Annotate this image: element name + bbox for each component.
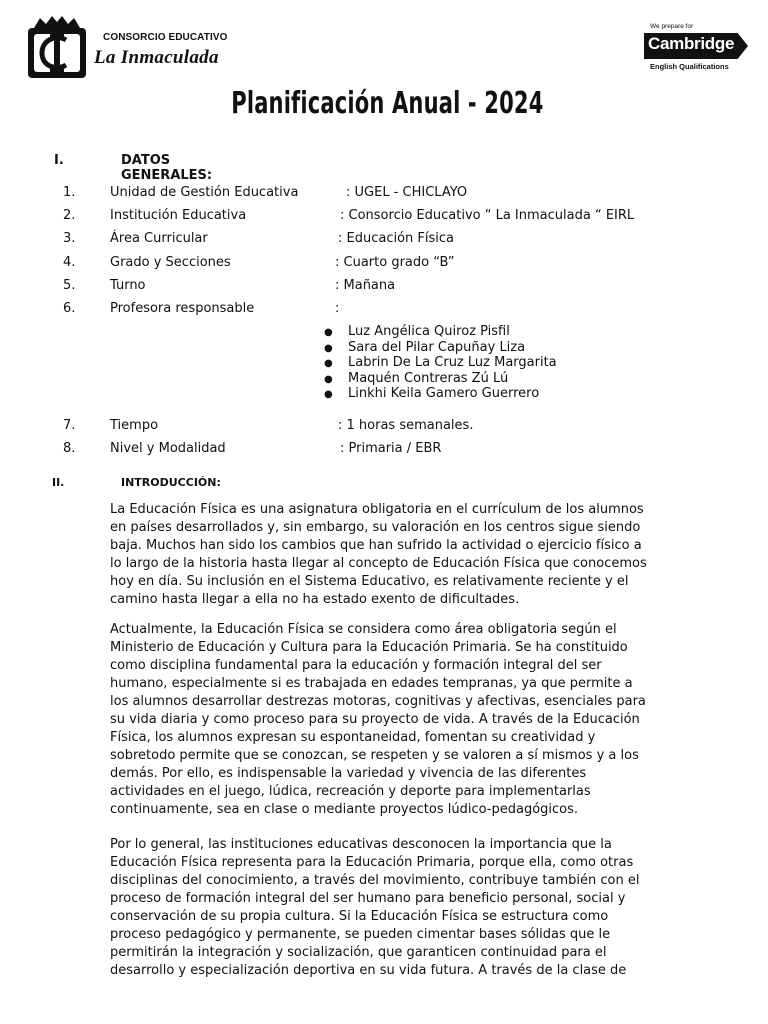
paragraph-line: Física, los alumnos expresan su espontaneidad, fomentan su creatividad y	[110, 730, 596, 745]
general-data-row	[0, 255, 768, 273]
general-data-row	[0, 301, 768, 319]
paragraph-line: proceso pedagógico y permanente, se pueden cimentar bases sólidas que le	[110, 927, 611, 942]
general-data-row	[0, 231, 768, 249]
paragraph-line: desarrollo y especialización deportiva en su vida futura. A través de la clase de	[110, 963, 627, 978]
row-value: : Educación Física	[338, 231, 455, 246]
paragraph-line: Por lo general, las instituciones educativas desconocen la importancia que la	[110, 837, 612, 852]
row-label: Turno	[110, 278, 146, 293]
teacher-list-item	[324, 355, 557, 371]
row-value: : Primaria / EBR	[340, 441, 442, 456]
row-number: 5.	[63, 278, 76, 293]
teacher-list-item	[324, 324, 557, 340]
row-number: 7.	[63, 418, 76, 433]
bullet-icon: ●	[324, 327, 333, 338]
school-crest-logo	[26, 14, 88, 80]
row-label: Nivel y Modalidad	[110, 441, 226, 456]
row-number: 8.	[63, 441, 76, 456]
row-value: : Mañana	[335, 278, 396, 293]
paragraph-line: continuamente, sea en clase o mediante proyectos lúdico-pedagógicos.	[110, 802, 579, 817]
general-data-row	[0, 278, 768, 296]
paragraph-line: como disciplina fundamental para la educación y formación integral del ser	[110, 658, 602, 673]
row-label: Grado y Secciones	[110, 255, 231, 270]
row-label: Área Curricular	[110, 231, 208, 246]
row-number: 2.	[63, 208, 76, 223]
paragraph-line: La Educación Física es una asignatura obligatoria en el currículum de los alumnos	[110, 502, 644, 517]
row-number: 6.	[63, 301, 76, 316]
section-label: INTRODUCCIÓN:	[121, 476, 221, 489]
paragraph-line: disciplinas del conocimiento, a través del movimiento, contribuye también con el	[110, 873, 640, 888]
teacher-list-item	[324, 371, 557, 387]
section-label: DATOS GENERALES:	[121, 153, 213, 183]
teacher-name: Luz Angélica Quiroz Pisfil	[348, 324, 510, 339]
paragraph-line: proceso de formación integral del ser humano para beneficio personal, social y	[110, 891, 626, 906]
teacher-name: Sara del Pilar Capuñay Liza	[348, 339, 526, 355]
paragraph-line: sobretodo permite que se conozcan, se respeten y se valoren a sí mismos y a los	[110, 748, 639, 763]
paragraph-line: los alumnos desarrollar destrezas motoras, cognitivas y afectivas, esenciales para	[110, 694, 646, 709]
general-data-row	[0, 208, 768, 226]
brand-top-text: CONSORCIO EDUCATIVO	[103, 32, 228, 43]
row-value: : 1 horas semanales.	[338, 418, 474, 433]
row-number: 4.	[63, 255, 76, 270]
row-label: Profesora responsable	[110, 301, 255, 316]
paragraph-line: en países desarrollados y, sin embargo, su valoración en los centros sigue siendo	[110, 520, 641, 535]
bullet-icon: ●	[324, 358, 333, 370]
general-data-row	[0, 418, 768, 436]
row-value: : Consorcio Educativo “ La Inmaculada “ EIRL	[340, 208, 635, 223]
paragraph-line: Ministerio de Educación y Cultura para la Educación Primaria. Se ha constituido	[110, 640, 628, 655]
row-number: 1.	[63, 185, 76, 200]
general-data-row	[0, 441, 768, 459]
row-label: Institución Educativa	[110, 208, 247, 223]
cambridge-wordmark: Cambridge	[648, 34, 735, 53]
paragraph-line: humano, especialmente si es trabajada en edades tempranas, ya que permite a	[110, 676, 633, 691]
bullet-icon: ●	[324, 342, 333, 354]
row-value: : UGEL - CHICLAYO	[346, 185, 468, 200]
document-title: Planificación Anual - 2024	[231, 86, 544, 121]
general-data-row	[0, 185, 768, 203]
paragraph-line: hoy en día. Su inclusión en el Sistema Educativo, es relativamente reciente y el	[110, 574, 629, 589]
teacher-name: Maquén Contreras Zú Lú	[348, 370, 509, 386]
teacher-list-item	[324, 340, 557, 356]
teacher-list	[324, 324, 557, 402]
brand-script-text: La Inmaculada	[94, 47, 219, 68]
bullet-icon: ●	[324, 389, 333, 401]
cambridge-tagline: We prepare for	[650, 23, 694, 30]
row-value: :	[335, 301, 340, 316]
paragraph-line: su vida diaria y como proceso para su proyecto de vida. A través de la Educación	[110, 712, 640, 727]
paragraph-line: demás. Por ello, es indispensable la variedad y vivencia de las diferentes	[110, 766, 587, 781]
introduction-paragraph	[110, 836, 703, 980]
paragraph-line: baja. Muchos han sido los cambios que han sufrido la actividad o ejercicio físico a	[110, 538, 642, 553]
paragraph-line: permitirán la integración y socialización, que garanticen continuidad para el	[110, 945, 607, 960]
row-number: 3.	[63, 231, 76, 246]
row-value: : Cuarto grado “B”	[335, 255, 455, 270]
paragraph-line: conservación de su propia cultura. Si la Educación Física se estructura como	[110, 909, 609, 924]
introduction-paragraph	[110, 501, 703, 609]
section-number: II.	[52, 476, 65, 489]
teacher-list-item	[324, 386, 557, 402]
section-number: I.	[54, 153, 64, 168]
paragraph-line: actividades en el juego, lúdica, recreación y deporte para implementarlas	[110, 784, 591, 799]
paragraph-line: camino hasta llegar a ella no ha estado exento de dificultades.	[110, 592, 520, 607]
teacher-name: Linkhi Keila Gamero Guerrero	[348, 386, 540, 402]
cambridge-subtitle: English Qualifications	[650, 62, 729, 71]
paragraph-line: Actualmente, la Educación Física se considera como área obligatoria según el	[110, 622, 617, 637]
row-label: Unidad de Gestión Educativa	[110, 185, 299, 200]
teacher-name: Labrin De La Cruz Luz Margarita	[348, 355, 557, 371]
paragraph-line: Educación Física representa para la Educación Primaria, porque ella, como otras	[110, 855, 634, 870]
row-label: Tiempo	[110, 418, 159, 433]
introduction-paragraph	[110, 621, 703, 819]
paragraph-line: lo largo de la historia hasta llegar al concepto de Educación Física que conocemos	[110, 556, 647, 571]
bullet-icon: ●	[324, 373, 333, 385]
